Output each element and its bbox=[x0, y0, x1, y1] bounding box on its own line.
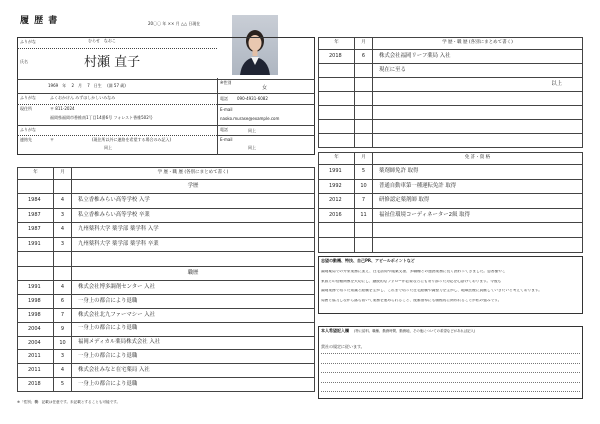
table-row bbox=[18, 252, 315, 267]
row-text bbox=[373, 92, 583, 106]
col-year-header: 年 bbox=[319, 153, 355, 165]
row-month: 5 bbox=[355, 165, 373, 180]
right-history-table bbox=[318, 37, 583, 148]
table-row bbox=[18, 223, 315, 238]
name-label: 氏名 bbox=[20, 59, 28, 64]
motivation-line: 調剤薬局での外来業務に加え、在宅訪問や服薬支援、多職種との連携業務に長く携わってきました。患者様やご bbox=[321, 270, 506, 273]
row-text: 一身上の都合により退職 bbox=[72, 350, 315, 364]
col-year-header: 年 bbox=[18, 168, 54, 180]
table-row bbox=[18, 308, 315, 322]
motivation-line: 調剤業務で培った知識と経験を生かし、これまで培った在宅経験や調整力を生かし、地域医療に貢献していきたいと考えております。 bbox=[321, 289, 542, 292]
motivation-box bbox=[318, 256, 583, 314]
row-year: 2018 bbox=[18, 378, 54, 392]
row-year: 2004 bbox=[18, 336, 54, 350]
row-text bbox=[373, 237, 583, 252]
row-month: 4 bbox=[54, 223, 72, 238]
row-text: 以上 bbox=[373, 78, 583, 92]
table-row bbox=[18, 281, 315, 295]
table-row bbox=[319, 165, 583, 180]
row-year: 2018 bbox=[319, 50, 355, 64]
contact-email-label: E-mail bbox=[220, 137, 233, 142]
row-year bbox=[319, 237, 355, 252]
row-month: 5 bbox=[54, 378, 72, 392]
row-year bbox=[319, 106, 355, 120]
motivation-line: 家族との信頼関係を大切にし、継続的なフォローが必要な方にも寄り添った対応を心掛けております。今後も bbox=[321, 279, 502, 283]
email-value: naoko.murase@example.com bbox=[220, 116, 280, 121]
row-month: 4 bbox=[54, 194, 72, 209]
row-text: 九州薬科大学 薬学部 薬学科 卒業 bbox=[72, 237, 315, 252]
col-month-header: 月 bbox=[54, 168, 72, 180]
table-row bbox=[319, 92, 583, 106]
row-month: 7 bbox=[355, 194, 373, 209]
row-year bbox=[319, 223, 355, 238]
section-heading: 職歴 bbox=[72, 266, 315, 281]
row-month bbox=[355, 92, 373, 106]
gender-value: 女 bbox=[262, 85, 268, 91]
row-text: 一身上の都合により退職 bbox=[72, 294, 315, 308]
row-month: 6 bbox=[355, 50, 373, 64]
table-row bbox=[18, 194, 315, 209]
resume-title: 履 歴 書 bbox=[20, 16, 59, 26]
contact-email-value: 同上 bbox=[248, 145, 256, 150]
contact-same: 同上 bbox=[104, 145, 112, 150]
contact-phone-label: 電話 bbox=[220, 127, 228, 132]
row-month: 7 bbox=[54, 308, 72, 322]
row-text: 薬剤師免許 取得 bbox=[373, 165, 583, 180]
postal-code: 〒 811-2024 bbox=[50, 106, 75, 111]
row-text: 福祉住環境コーディネーター2級 取得 bbox=[373, 208, 583, 223]
col-title-header: 学 歴・職 歴 (各別にまとめて書く) bbox=[72, 168, 315, 180]
document-date: 20〇〇 年 ×× 月 △△ 日現在 bbox=[148, 21, 201, 26]
motivation-line: 周囲と協力しながら落ち着いて業務を進められること、後輩指導にも積極的に関われることが私の強みです。 bbox=[321, 298, 502, 302]
row-year bbox=[319, 92, 355, 106]
row-month: 10 bbox=[355, 179, 373, 194]
row-text: 株式会社福岡リーフ薬局 入社 bbox=[373, 50, 583, 64]
row-year: 1998 bbox=[18, 308, 54, 322]
row-year: 2011 bbox=[18, 364, 54, 378]
table-header-row bbox=[319, 38, 583, 50]
row-month: 4 bbox=[54, 364, 72, 378]
phone-label: 電話 bbox=[220, 96, 228, 101]
table-row bbox=[18, 294, 315, 308]
table-header-row bbox=[319, 153, 583, 165]
row-year: 1987 bbox=[18, 223, 54, 238]
request-text: 貴社の規定に従います。 bbox=[321, 344, 365, 349]
table-row bbox=[18, 208, 315, 223]
table-row bbox=[18, 322, 315, 336]
row-text: 一身上の都合により退職 bbox=[72, 378, 315, 392]
col-year-header: 年 bbox=[319, 38, 355, 50]
request-subtitle: (特に給料、職種、勤務時間、勤務地、その他についての希望などがあれば記入) bbox=[354, 328, 476, 333]
table-row bbox=[319, 179, 583, 194]
col-title-header: 学 歴・職 歴 (各別にまとめて書く) bbox=[373, 38, 583, 50]
name-furigana: むらせ なおこ bbox=[88, 38, 116, 43]
contact-postal: 〒 bbox=[50, 137, 54, 142]
row-text: 現在に至る bbox=[373, 64, 583, 78]
row-year: 1991 bbox=[18, 281, 54, 295]
email-label: E-mail bbox=[220, 107, 233, 112]
row-year: 2016 bbox=[319, 208, 355, 223]
col-month-header: 月 bbox=[355, 153, 373, 165]
gender-label: ※性別 bbox=[220, 80, 232, 85]
licenses-table bbox=[318, 152, 583, 253]
row-month bbox=[355, 237, 373, 252]
left-history-table bbox=[17, 167, 315, 392]
contact-furigana-label: ふりがな bbox=[20, 127, 36, 132]
address: 福岡県福岡市香椎南1丁目14番6号 フォレスト香椎502号 bbox=[50, 115, 153, 120]
table-row bbox=[18, 237, 315, 252]
row-year: 1991 bbox=[18, 237, 54, 252]
address-furigana-label: ふりがな bbox=[20, 95, 36, 100]
table-row bbox=[319, 208, 583, 223]
row-text: 株式会社北九ファーマシー 入社 bbox=[72, 308, 315, 322]
row-month: 11 bbox=[355, 208, 373, 223]
row-text bbox=[373, 134, 583, 148]
row-year: 1992 bbox=[319, 179, 355, 194]
row-text: 私立香椎みらい高等学校 入学 bbox=[72, 194, 315, 209]
table-row bbox=[18, 378, 315, 392]
row-text: 普通自動車第一種運転免許 取得 bbox=[373, 179, 583, 194]
request-writing-line bbox=[321, 391, 580, 392]
section-heading: 学歴 bbox=[72, 180, 315, 194]
furigana-label: ふりがな bbox=[20, 39, 36, 44]
row-year: 1991 bbox=[319, 165, 355, 180]
row-text: 福岡メディカル薬局株式会社 入社 bbox=[72, 336, 315, 350]
request-writing-line bbox=[321, 372, 580, 373]
table-row bbox=[319, 134, 583, 148]
request-title: 本人希望記入欄 bbox=[321, 328, 349, 333]
row-text: 株式会社博多調剤センター 入社 bbox=[72, 281, 315, 295]
table-header-row bbox=[18, 168, 315, 180]
row-month: 3 bbox=[54, 208, 72, 223]
contact-note: (現住所以外に連絡を希望する場合のみ記入) bbox=[92, 137, 172, 142]
row-year bbox=[319, 78, 355, 92]
table-row bbox=[319, 223, 583, 238]
birth-date: 1969 年 2 月 7 日生 (満 57 歳) bbox=[48, 83, 126, 88]
table-row bbox=[319, 106, 583, 120]
table-row bbox=[319, 64, 583, 78]
table-row bbox=[319, 237, 583, 252]
table-row bbox=[18, 350, 315, 364]
row-year: 2011 bbox=[18, 350, 54, 364]
request-writing-line bbox=[321, 363, 580, 364]
request-writing-line bbox=[321, 353, 580, 354]
row-month: 3 bbox=[54, 350, 72, 364]
row-year: 2012 bbox=[319, 194, 355, 209]
row-month bbox=[355, 106, 373, 120]
contact-phone-value: 同上 bbox=[248, 128, 256, 133]
section-heading-row bbox=[18, 266, 315, 281]
address-furigana: ふくおかけん みずほしかしいみなみ bbox=[50, 95, 116, 100]
row-text bbox=[373, 106, 583, 120]
table-row bbox=[319, 78, 583, 92]
row-month bbox=[54, 252, 72, 267]
contact-label: 連絡先 bbox=[20, 137, 32, 142]
row-month: 3 bbox=[54, 237, 72, 252]
row-year: 1998 bbox=[18, 294, 54, 308]
row-year bbox=[18, 252, 54, 267]
row-year bbox=[319, 120, 355, 134]
row-month: 10 bbox=[54, 336, 72, 350]
request-writing-line bbox=[321, 382, 580, 383]
row-month bbox=[355, 64, 373, 78]
row-year bbox=[319, 64, 355, 78]
section-heading-row bbox=[18, 180, 315, 194]
row-text bbox=[373, 120, 583, 134]
row-year: 1987 bbox=[18, 208, 54, 223]
table-row bbox=[319, 120, 583, 134]
row-month: 6 bbox=[54, 294, 72, 308]
row-month: 4 bbox=[54, 281, 72, 295]
row-year bbox=[319, 134, 355, 148]
row-month bbox=[355, 223, 373, 238]
gender-footnote: ※「性別」欄：記載は任意です。未記載とすることも可能です。 bbox=[17, 400, 121, 404]
full-name: 村瀬 直子 bbox=[84, 55, 141, 70]
row-text: 九州薬科大学 薬学部 薬学科 入学 bbox=[72, 223, 315, 238]
table-row bbox=[319, 50, 583, 64]
table-row bbox=[18, 364, 315, 378]
row-text bbox=[373, 223, 583, 238]
table-row bbox=[18, 336, 315, 350]
row-text bbox=[72, 252, 315, 267]
row-month bbox=[355, 78, 373, 92]
address-label: 現住所 bbox=[20, 106, 32, 111]
row-text: 一身上の都合により退職 bbox=[72, 322, 315, 336]
row-year: 1984 bbox=[18, 194, 54, 209]
row-text: 研修認定薬剤師 取得 bbox=[373, 194, 583, 209]
row-month bbox=[355, 134, 373, 148]
col-month-header: 月 bbox=[355, 38, 373, 50]
row-year: 2004 bbox=[18, 322, 54, 336]
row-month: 9 bbox=[54, 322, 72, 336]
row-text: 株式会社みなと在宅薬局 入社 bbox=[72, 364, 315, 378]
table-row bbox=[319, 194, 583, 209]
row-text: 私立香椎みらい高等学校 卒業 bbox=[72, 208, 315, 223]
row-month bbox=[355, 120, 373, 134]
phone-value: 090-4931-6082 bbox=[237, 96, 268, 101]
motivation-title: 志望の動機、特技、自己PR、アピールポイントなど bbox=[321, 258, 415, 263]
col-title-header: 免 許・資 格 bbox=[373, 153, 583, 165]
